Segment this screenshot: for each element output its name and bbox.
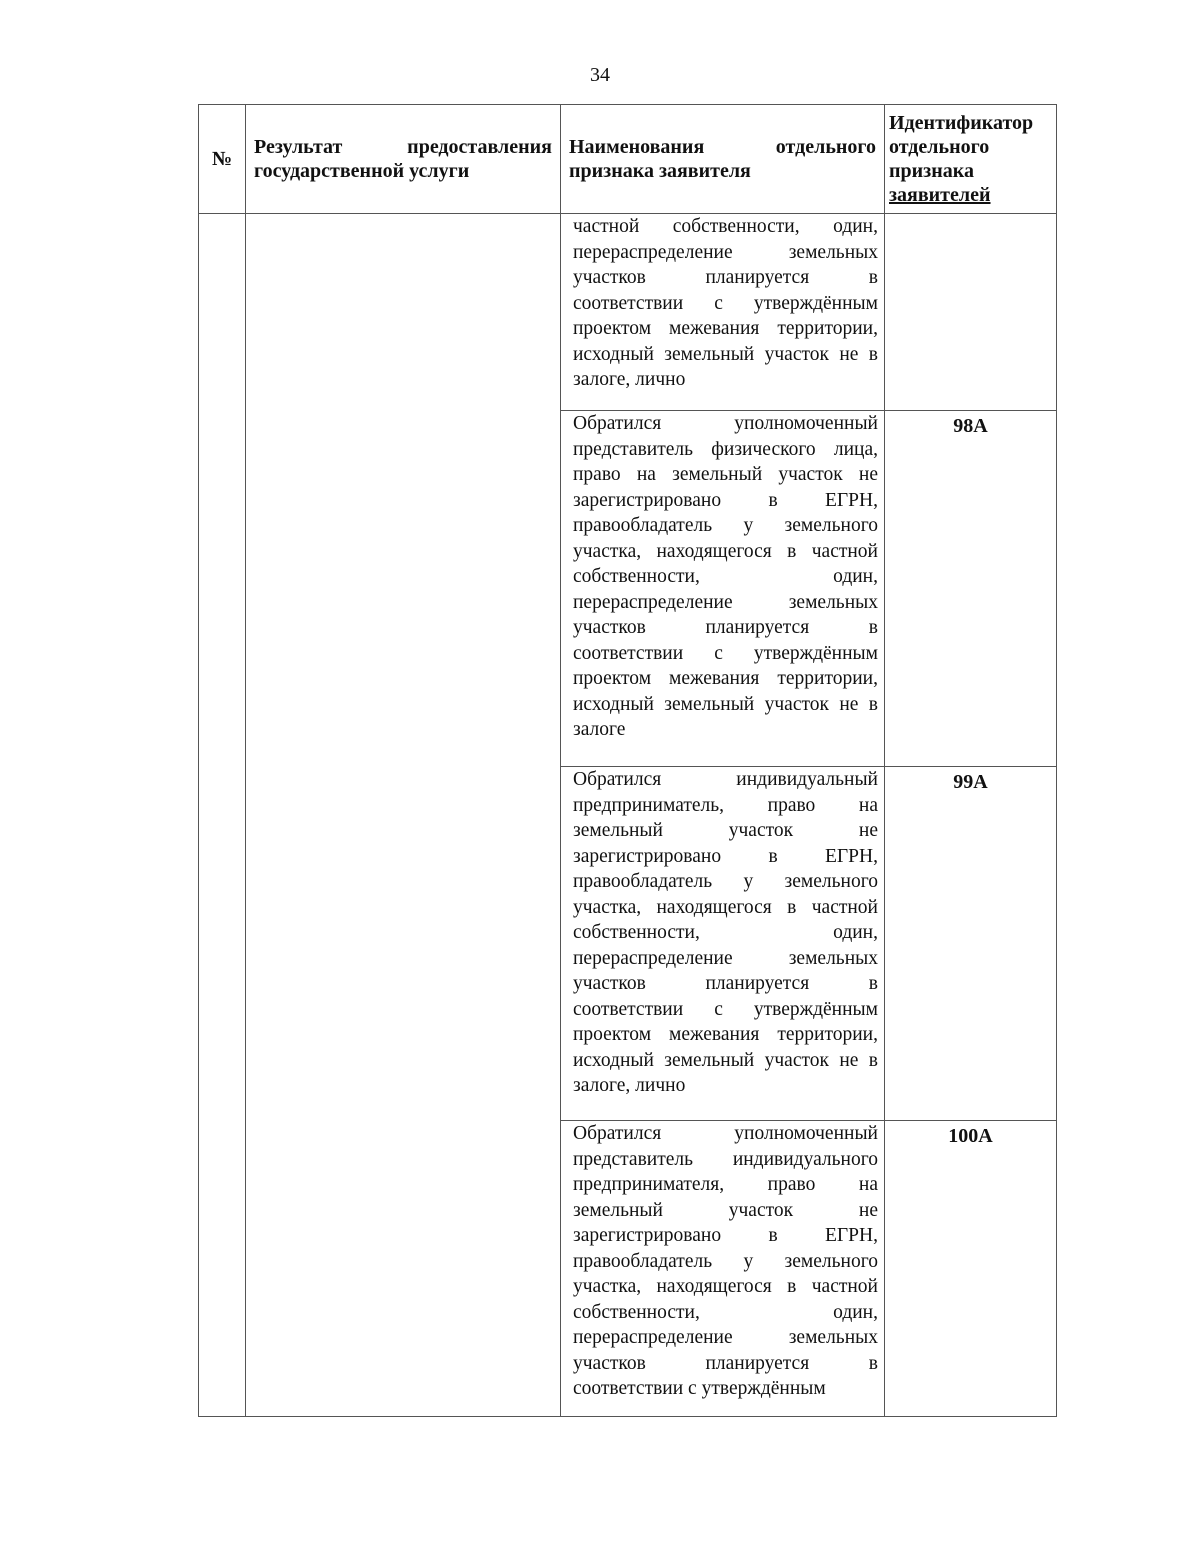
page-number: 34 [590,64,610,86]
criterion-identifier: 98А [885,411,1057,767]
criterion-identifier: 100А [885,1121,1057,1417]
header-criterion-name: Наименования отдельного признака заявителя [561,105,885,214]
header-number: № [199,105,246,214]
table-header-row [199,105,1057,214]
criterion-identifier [885,214,1057,411]
applicant-criteria-table [198,104,1057,1417]
header-service-result: Результат предоставления государственной услуги [246,105,561,214]
header-id-line-2: отдельного [889,136,990,158]
header-id-line-1: Идентификатор [889,112,1034,134]
criterion-description: Обратился индивидуальный предприниматель, право на земельный участок не зарегистрировано в ЕГРН, правообладатель у земельного участка, находящегося в частной собственности, один, перераспределение земельных участков планируется в соответствии с утверждённым проектом межевания территории, исходный земельный участок не в залоге, лично [561,767,885,1121]
header-id-line-3: признака [889,160,974,182]
criterion-identifier: 99А [885,767,1057,1121]
cell-result-empty [246,214,561,1417]
criterion-description: Обратился уполномоченный представитель физического лица, право на земельный участок не зарегистрировано в ЕГРН, правообладатель у земельного участка, находящегося в частной собственности, один, перераспределение земельных участков планируется в соответствии с утверждённым проектом межевания территории, исходный земельный участок не в залоге [561,411,885,767]
cell-number-empty [199,214,246,1417]
criterion-description: частной собственности, один, перераспределение земельных участков планируется в соответствии с утверждённым проектом межевания территории, исходный земельный участок не в залоге, лично [561,214,885,411]
header-id-line-4: заявителей [889,184,991,206]
header-criterion-id [885,105,1057,214]
table-row [199,214,1057,411]
criterion-description: Обратился уполномоченный представитель индивидуального предпринимателя, право на земельный участок не зарегистрировано в ЕГРН, правообладатель у земельного участка, находящегося в частной собственности, один, перераспределение земельных участков планируется в соответствии с утверждённым [561,1121,885,1417]
